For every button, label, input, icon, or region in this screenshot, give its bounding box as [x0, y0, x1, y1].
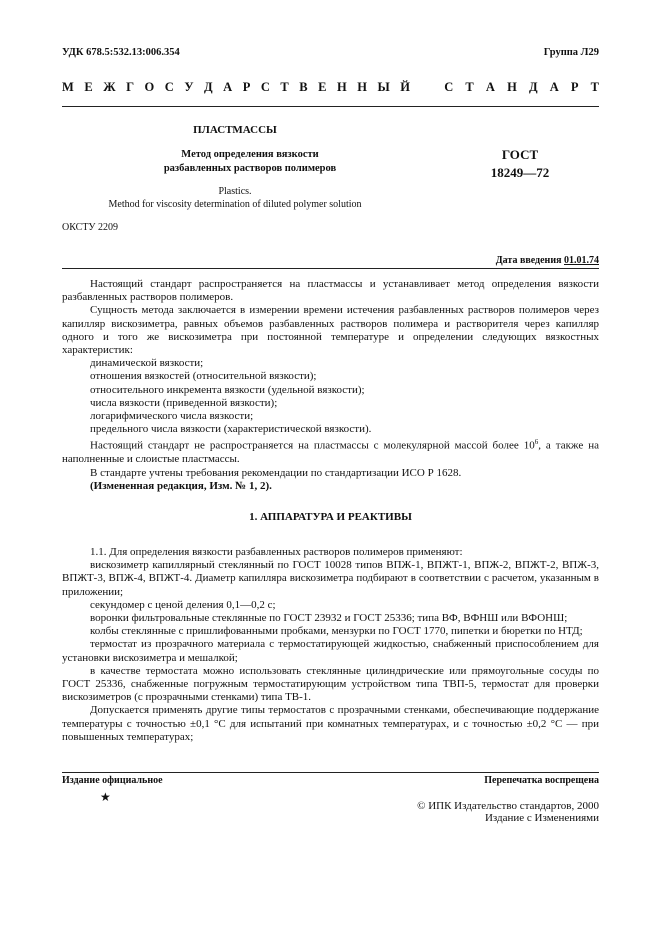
heading-letter: В	[299, 80, 308, 94]
subtitle-line-1: Метод определения вязкости	[181, 149, 319, 160]
list-item: отношения вязкостей (относительной вязкости);	[90, 370, 317, 383]
official-edition-label: Издание официальное	[62, 775, 163, 786]
heading-letter: Д	[204, 80, 213, 94]
section-title: 1. АППАРАТУРА И РЕАКТИВЫ	[249, 511, 412, 523]
heading-letter: С	[444, 80, 454, 94]
group-code: Группа Л29	[543, 47, 599, 58]
heading-letter: Н	[337, 80, 347, 94]
document-body	[62, 278, 599, 493]
heading-letter: Д	[528, 80, 538, 94]
star-icon: ★	[100, 790, 111, 804]
standard-type-heading	[62, 80, 599, 95]
section-paragraph: воронки фильтровальные стеклянные по ГОСТ 23932 и ГОСТ 25336; типа ВФ, ВФНШ или ВФОНШ;	[90, 612, 568, 625]
udk-code: УДК 678.5:532.13:006.354	[62, 47, 180, 58]
heading-letter: Т	[465, 80, 474, 94]
section-paragraph: термостат из прозрачного материала с термостатирующей жидкостью, снабженный приспособлением для установки вискозиметра и мешалкой;	[62, 638, 599, 664]
effective-date	[496, 255, 599, 266]
heading-letter: О	[144, 80, 155, 94]
document-title: ПЛАСТМАССЫ	[193, 124, 277, 136]
gost-designation	[470, 146, 570, 182]
heading-letter: Р	[570, 80, 579, 94]
heading-letter: М	[62, 80, 74, 94]
heading-letter: Н	[357, 80, 367, 94]
heading-letter: Й	[400, 80, 411, 94]
section-paragraph: колбы стеклянные с пришлифованными пробками, мензурки по ГОСТ 1770, пипетки и бюретки по НТД;	[90, 625, 583, 638]
heading-letter: А	[485, 80, 495, 94]
amendment-note: (Измененная редакция, Изм. № 1, 2).	[90, 479, 272, 492]
heading-letter: А	[549, 80, 559, 94]
heading-letter: Т	[590, 80, 599, 94]
reprint-notice: Перепечатка воспрещена	[484, 775, 599, 786]
standard-type-word	[444, 80, 599, 95]
effective-date-label: Дата введения	[495, 255, 562, 266]
heading-letter: Е	[84, 80, 93, 94]
heading-letter: У	[184, 80, 194, 94]
header-divider	[62, 106, 599, 107]
english-title-line-2: Method for viscosity determination of diluted polymer solution	[108, 199, 362, 210]
date-divider	[62, 268, 599, 269]
gost-label: ГОСТ	[501, 147, 539, 162]
subtitle-line-2: разбавленных растворов полимеров	[163, 163, 337, 174]
heading-letter: Ж	[103, 80, 116, 94]
section-paragraph: в качестве термостата можно использовать стеклянные цилиндрические или прямоугольные сосуды по ГОСТ 25336, снабженные погружным термостатирующим устройством типа ТВП-5, термостат для проверки вискозиметров (с прозрачными стенками) типа ТВ-1.	[62, 664, 599, 704]
heading-letter: С	[164, 80, 174, 94]
section-paragraph: вискозиметр капиллярный стеклянный по ГОСТ 10028 типов ВПЖ-1, ВПЖТ-1, ВПЖ-2, ВПЖТ-2, ВПЖ-3, ВПЖТ-3, ВПЖ-4, ВПЖТ-4. Диаметр капилляра вискозиметра подбирают в соответствии с расчетом, указанным в приложении;	[62, 559, 599, 598]
list-item: логарифмического числа вязкости;	[90, 410, 254, 423]
heading-letter: Т	[280, 80, 289, 94]
heading-letter: Е	[318, 80, 327, 94]
iso-note: В стандарте учтены требования рекомендации по стандартизации ИСО Р 1628.	[90, 466, 462, 479]
scope-text-end: , а также на наполненные и слоистые пластмассы.	[62, 440, 599, 466]
intro-paragraph: Настоящий стандарт распространяется на пластмассы и устанавливает метод определения вязкости разбавленных растворов полимеров.	[62, 278, 599, 304]
heading-letter: Г	[126, 80, 135, 94]
heading-letter: Н	[507, 80, 517, 94]
copyright-notice: © ИПК Издательство стандартов, 2000	[417, 800, 599, 812]
section-heading-block	[62, 511, 599, 524]
section-paragraph: секундомер с ценой деления 0,1—0,2 с;	[90, 598, 276, 611]
edition-note: Издание с Изменениями	[484, 812, 599, 824]
footer-divider	[62, 772, 599, 773]
scope-text-start: Настоящий стандарт не распространяется на пластмассы с молекулярной массой более 10	[90, 440, 535, 453]
scope-paragraph	[62, 436, 599, 466]
section-paragraph: Допускается применять другие типы термостатов с прозрачными стенками, обеспечивающие поддержание температуры с точностью ±0,1 °С для испытаний при комнатных температурах, и с точностью ±0,2 °С — при повышенных температурах;	[62, 704, 599, 743]
document-subtitle	[0, 148, 500, 176]
scope-exponent: 6	[534, 438, 539, 447]
heading-letter: А	[223, 80, 233, 94]
section-paragraph: 1.1. Для определения вязкости разбавленных растворов полимеров применяют:	[90, 546, 463, 558]
standard-type-word	[62, 80, 410, 95]
gost-number: 18249—72	[490, 165, 550, 180]
heading-letter: С	[260, 80, 270, 94]
heading-letter: Р	[242, 80, 251, 94]
list-item: числа вязкости (приведенной вязкости);	[90, 396, 278, 409]
section-1-body	[62, 546, 599, 744]
list-item: предельного числа вязкости (характеристической вязкости).	[90, 423, 372, 436]
intro-paragraph: Сущность метода заключается в измерении времени истечения разбавленных растворов полимеров через капилляр вискозиметра, равных объемов разбавленных растворов полимера и растворителя через капилляр одного и того же вискозиметра при постоянной температуре и определении следующих вязкостных характеристик:	[62, 304, 599, 357]
english-title-line-1: Plastics.	[218, 186, 252, 197]
effective-date-value: 01.01.74	[564, 255, 599, 266]
okstu-code: ОКСТУ 2209	[62, 222, 119, 233]
heading-letter: Ы	[377, 80, 390, 94]
list-item: относительного инкремента вязкости (удельной вязкости);	[90, 383, 365, 396]
list-item: динамической вязкости;	[90, 357, 204, 370]
